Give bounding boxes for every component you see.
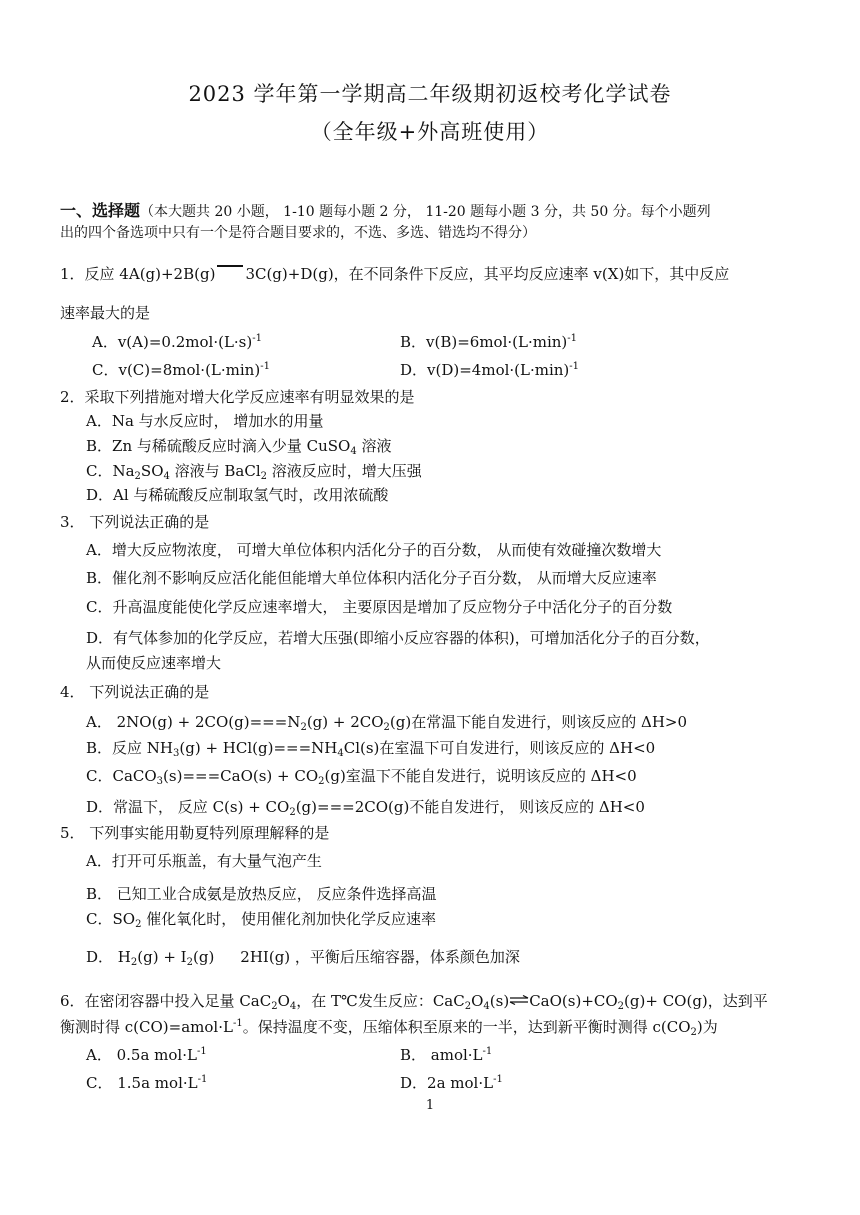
q6-line1: 6．在密闭容器中投入足量 $CaC_2O_4$，在 T℃发生反应：$CaC_2O_4(s)$ $CaO(s)+CO_2(g)+ CO(g)$，达到平 xyxy=(60,992,768,1012)
q1-stem-part2: 3C(g)+D(g)，在不同条件下反应，其平均反应速率 v(X)如下，其中反应 xyxy=(245,265,730,283)
q4-option-a: A． $2NO(g) + 2CO(g)===N_2(g) + 2CO_2(g)$在常温下能自发进行，则该反应的 ΔH>0 xyxy=(86,713,688,733)
section-note-2: 出的四个备选项中只有一个是符合题目要求的，不选、多选、错选均不得分） xyxy=(60,225,536,241)
section-heading: 一、选择题 xyxy=(60,201,141,220)
q2-option-b: B．Zn 与稀硫酸反应时滴入少量 CuSO$_4$ 溶液 xyxy=(86,437,392,457)
reversible-arrow-icon xyxy=(509,995,529,1005)
q4-option-c: C．CaCO$_3$(s)===CaO(s) + $CO_2(g)$室温下不能自发进行，说明该反应的 ΔH<0 xyxy=(86,767,637,787)
q3-stem: 3． 下列说法正确的是 xyxy=(60,513,210,531)
q6-option-b: B． $amol\cdot L^{-1}$ xyxy=(400,1046,493,1064)
q3-option-b: B．催化剂不影响反应活化能但能增大单位体积内活化分子百分数， 从而增大反应速率 xyxy=(86,569,657,587)
section-note-1: （本大题共 20 小题， 1-10 题每小题 2 分， 11-20 题每小题 3 分，共 50 分。每个小题列 xyxy=(140,204,711,220)
q3-option-a: A．增大反应物浓度， 可增大单位体积内活化分子的百分数， 从而使有效碰撞次数增大 xyxy=(86,541,662,559)
exam-subtitle: （全年级+外高班使用） xyxy=(310,120,550,144)
q5-stem: 5． 下列事实能用勒夏特列原理解释的是 xyxy=(60,824,330,842)
section-header xyxy=(60,201,711,222)
q1-option-b: B．$v(B)=6mol\cdot(L\cdot\min)^{-1}$ xyxy=(400,333,578,351)
q2-option-c: C．$Na_2SO_4$ 溶液与 BaCl$_2$ 溶液反应时，增大压强 xyxy=(86,462,422,482)
q4-option-b: B．反应 $NH_3(g) + HCl(g)===NH_4Cl(s)$在室温下可自发进行，则该反应的 ΔH<0 xyxy=(86,739,656,759)
q6-option-c: C． 1.5a $mol\cdot L^{-1}$ xyxy=(86,1074,208,1092)
q3-option-c: C．升高温度能使化学反应速率增大， 主要原因是增加了反应物分子中活化分子的百分数 xyxy=(86,598,673,616)
q2-option-d: D．Al 与稀硫酸反应制取氢气时，改用浓硫酸 xyxy=(86,486,389,504)
q5-option-b: B． 已知工业合成氨是放热反应， 反应条件选择高温 xyxy=(86,885,437,903)
q1-stem-part1: 1．反应 4A(g)+2B(g) xyxy=(60,265,216,283)
exam-title: 2023 学年第一学期高二年级期初返校考化学试卷 xyxy=(188,82,672,106)
page-number: 1 xyxy=(425,1098,435,1113)
q1-option-c: C．$v(C)=8mol\cdot(L\cdot\min)^{-1}$ xyxy=(92,361,270,379)
q1-stem-line2: 速率最大的是 xyxy=(60,304,151,322)
q6-option-d: D．2a $mol\cdot L^{-1}$ xyxy=(400,1074,503,1092)
q1-option-d: D．$v(D)=4mol\cdot(L\cdot\min)^{-1}$ xyxy=(400,361,580,379)
q2-option-a: A．Na 与水反应时， 增加水的用量 xyxy=(86,412,324,430)
q1-option-a: A．$v(A)=0.2mol\cdot(L\cdot s)^{-1}$ xyxy=(92,333,262,351)
q5-option-d: D． $H_2(g) + I_2(g)$ 2HI(g) ，平衡后压缩容器，体系颜色加深 xyxy=(86,948,520,968)
q3-option-d-line1: D．有气体参加的化学反应，若增大压强(即缩小反应容器的体积)，可增加活化分子的百分数， xyxy=(86,629,710,647)
equilibrium-arrow-icon xyxy=(217,265,243,267)
q6-option-a: A． 0.5a $mol\cdot L^{-1}$ xyxy=(86,1046,207,1064)
q5-option-c: C．$SO_2$ 催化氧化时， 使用催化剂加快化学反应速率 xyxy=(86,910,436,930)
q5-option-a: A．打开可乐瓶盖，有大量气泡产生 xyxy=(86,852,322,870)
q4-option-d: D．常温下， 反应 $C(s) + CO_2(g)===2CO(g)$不能自发进行， 则该反应的 ΔH<0 xyxy=(86,798,645,818)
q2-stem: 2．采取下列措施对增大化学反应速率有明显效果的是 xyxy=(60,388,415,406)
q1-stem xyxy=(60,264,729,284)
q4-stem: 4． 下列说法正确的是 xyxy=(60,683,210,701)
q3-option-d-line2: 从而使反应速率增大 xyxy=(86,654,222,672)
q6-line2: 衡测时得 $c(CO)=amol\cdot L^{-1}$。保持温度不变，压缩体积至原来的一半，达到新平衡时测得 $c(CO_2)$为 xyxy=(60,1018,718,1038)
